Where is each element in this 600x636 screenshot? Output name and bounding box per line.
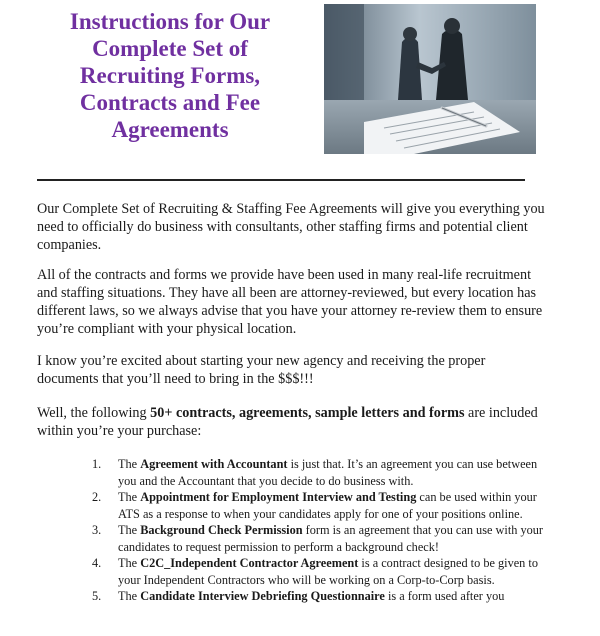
list-text-pre: The <box>118 490 141 504</box>
attorney-paragraph: All of the contracts and forms we provide have been used in many real-life recruitment and staffing situations. They have all been are attorney-reviewed, but every location has different laws, so we always advise that you have your attorney re-review them to ensure you’re compliant with your physical location. <box>37 267 543 337</box>
list-item <box>92 522 552 555</box>
title-line: Complete Set of <box>92 36 248 61</box>
list-text-bold: C2C_Independent Contractor Agreement <box>140 556 359 570</box>
excited-paragraph: I know you’re excited about starting your new agency and receiving the proper documents that you’ll need to bring in the $$$!!! <box>37 353 486 387</box>
list-text-post: can be used within your ATS as a response to when your candidates apply for one of your positions online. <box>118 490 537 521</box>
horizontal-rule <box>37 179 525 181</box>
list-text-bold: Background Check Permission <box>140 523 303 537</box>
list-item <box>92 489 552 522</box>
list-text-bold: Appointment for Employment Interview and Testing <box>140 490 417 504</box>
list-text-pre: The <box>118 523 141 537</box>
title-line: Agreements <box>111 117 229 142</box>
included-text-before: Well, the following <box>37 405 151 421</box>
list-text-post: is just that. It’s an agreement you can use between you and the Accountant that you decide to do business with. <box>118 457 538 488</box>
title-line: Contracts and Fee <box>79 90 261 115</box>
list-number: 2. <box>92 490 102 504</box>
included-paragraph <box>37 404 547 440</box>
list-text-post: is a contract designed to be given to your Independent Contractors who will be working on a Corp-to-Corp basis. <box>118 556 538 587</box>
list-number: 1. <box>92 457 102 471</box>
list-text-pre: The <box>118 556 141 570</box>
included-text-bold: 50+ contracts, agreements, sample letters and forms <box>150 405 465 421</box>
list-text-post: form is an agreement that you can use with your candidates to request permission to perform a background check! <box>118 523 543 554</box>
list-number: 3. <box>92 523 102 537</box>
list-text-post: is a form used after you <box>384 589 505 603</box>
list-text-bold: Candidate Interview Debriefing Questionnaire <box>140 589 385 603</box>
list-number: 4. <box>92 556 102 570</box>
list-number: 5. <box>92 589 102 603</box>
list-item <box>92 555 552 588</box>
list-item <box>92 588 552 605</box>
title-line: Instructions for Our <box>69 9 271 34</box>
list-item <box>92 456 552 489</box>
handshake-contract-photo <box>324 4 536 154</box>
forms-list <box>92 456 552 605</box>
document-title <box>40 8 300 143</box>
included-text-after: are included within you’re your purchase: <box>37 405 538 439</box>
list-text-pre: The <box>118 457 141 471</box>
list-text-pre: The <box>118 589 141 603</box>
title-line: Recruiting Forms, <box>79 63 261 88</box>
intro-paragraph: Our Complete Set of Recruiting & Staffing Fee Agreements will give you everything you need to officially do business with consultants, other staffing firms and potential client companies. <box>37 201 545 253</box>
list-text-bold: Agreement with Accountant <box>140 457 288 471</box>
